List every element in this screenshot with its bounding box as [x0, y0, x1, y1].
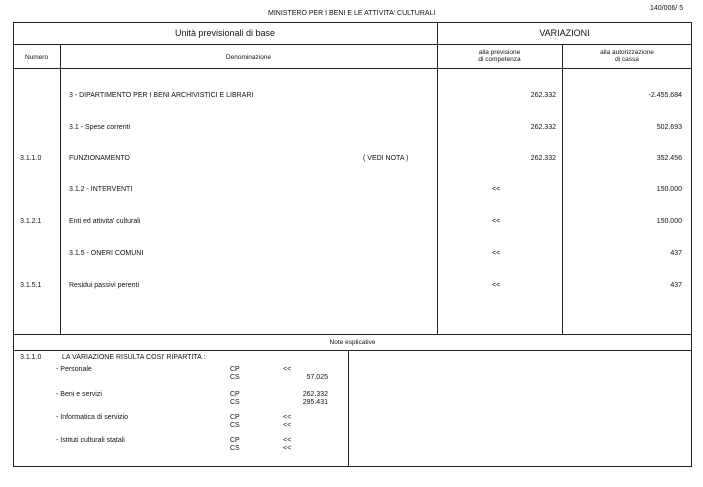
notes-item-cp-value: <<	[283, 437, 292, 444]
notes-item-cs: CS	[230, 374, 240, 381]
notes-item-cs-value: 295.431	[302, 399, 328, 406]
header-unita: Unità previsionali di base	[174, 28, 276, 38]
notes-item-cs-value: 57.025	[306, 374, 328, 381]
row-cassa: 352.456	[656, 155, 682, 162]
header-cassa-line2: di cassa	[615, 56, 639, 63]
notes-item-cs-value: <<	[283, 445, 292, 452]
page-reference: 140/006/ 5	[650, 5, 684, 12]
header-variazioni: VARIAZIONI	[539, 28, 590, 38]
row-cassa: -2.455.684	[648, 92, 682, 99]
row-denominazione: 3.1.5 - ONERI COMUNI	[69, 250, 144, 257]
row-competenza: <<	[492, 282, 501, 289]
header-denominazione: Denominazione	[225, 54, 272, 61]
row-competenza: <<	[492, 218, 501, 225]
row-numero: 3.1.5.1	[20, 282, 42, 289]
notes-item-cp-value: 262.332	[302, 391, 328, 398]
notes-title: Note esplicative	[329, 339, 376, 346]
row-competenza: 262.332	[530, 124, 556, 131]
row-competenza: <<	[492, 250, 501, 257]
row-denominazione: Residui passivi perenti	[69, 282, 140, 289]
row-cassa: 502.693	[656, 124, 682, 131]
header-cassa-line1: alla autorizzazione	[600, 49, 654, 56]
notes-item-label: - Personale	[56, 366, 92, 373]
row-competenza: <<	[492, 186, 501, 193]
row-cassa: 437	[670, 282, 682, 289]
row-cassa: 150.000	[656, 186, 682, 193]
ministry-title: MINISTERO PER I BENI E LE ATTIVITA' CULTURALI	[268, 10, 436, 17]
row-numero: 3.1.1.0	[20, 155, 42, 162]
row-note-ref: ( VEDI NOTA )	[363, 155, 409, 162]
notes-item-label: - Beni e servizi	[56, 391, 102, 398]
row-denominazione: FUNZIONAMENTO	[69, 155, 130, 162]
notes-item-label: - Istituti culturali statali	[56, 437, 125, 444]
row-cassa: 437	[670, 250, 682, 257]
notes-item-label: - Informatica di servizio	[56, 414, 128, 421]
row-cassa: 150.000	[656, 218, 682, 225]
notes-item-cs: CS	[230, 445, 240, 452]
row-competenza: 262.332	[530, 155, 556, 162]
row-denominazione: 3.1 - Spese correnti	[69, 124, 131, 131]
notes-item-cs-value: <<	[283, 422, 292, 429]
notes-item-cp: CP	[230, 437, 240, 444]
notes-item-cs: CS	[230, 399, 240, 406]
notes-item-cp-value: <<	[283, 366, 292, 373]
row-numero: 3.1.2.1	[20, 218, 42, 225]
row-denominazione: 3.1.2 - INTERVENTI	[69, 186, 133, 193]
row-denominazione: 3 - DIPARTIMENTO PER I BENI ARCHIVISTICI E LIBRARI	[69, 92, 254, 99]
main-table	[13, 22, 692, 467]
header-numero: Numero	[24, 54, 49, 61]
notes-item-cp-value: <<	[283, 414, 292, 421]
notes-numero: 3.1.1.0	[20, 354, 42, 361]
notes-item-cp: CP	[230, 391, 240, 398]
notes-item-cp: CP	[230, 366, 240, 373]
notes-intro: LA VARIAZIONE RISULTA COSI' RIPARTITA :	[62, 354, 206, 361]
header-competenza-line1: alla previsione	[478, 49, 521, 56]
notes-item-cs: CS	[230, 422, 240, 429]
header-competenza-line2: di competenza	[478, 56, 521, 63]
row-denominazione: Enti ed attivita' culturali	[69, 218, 141, 225]
row-competenza: 262.332	[530, 92, 556, 99]
notes-item-cp: CP	[230, 414, 240, 421]
